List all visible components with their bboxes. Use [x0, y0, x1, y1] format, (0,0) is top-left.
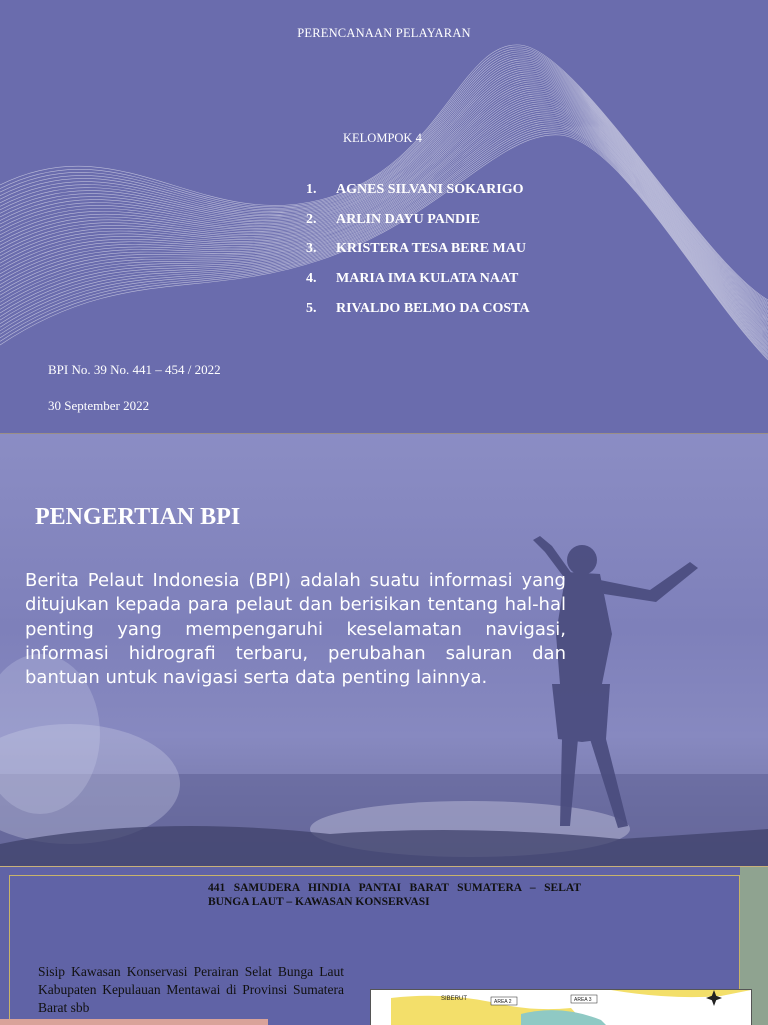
map-label: SIBERUT: [441, 996, 468, 1002]
member-item: 2. ARLIN DAYU PANDIE: [306, 211, 480, 227]
course-title: PERENCANAAN PELAYARAN: [297, 26, 471, 40]
definition-slide: [0, 433, 768, 866]
member-list: [306, 180, 530, 328]
member-item: 5. RIVALDO BELMO DA COSTA: [306, 300, 530, 316]
definition-text: Berita Pelaut Indonesia (BPI) adalah suatu informasi yang ditujukan kepada para pelaut dan berisikan tentang hal-hal penting yang mempengaruhi keselamatan navigasi, informasi hidrografi terbaru, perubahan saluran dan bantuan untuk navigasi serta data penting lainnya.: [25, 570, 566, 689]
presentation-date: 30 September 2022: [48, 398, 150, 413]
map-label: AREA 2: [494, 999, 512, 1005]
notice-slide: [0, 866, 768, 1025]
notice-description: Sisip Kawasan Konservasi Perairan Selat Bunga Laut Kabupaten Kepulauan Mentawai di Provinsi Sumatera Barat sbb: [38, 964, 344, 1015]
member-item: 4. MARIA IMA KULATA NAAT: [306, 271, 519, 287]
slide-title: PENGERTIAN BPI: [35, 504, 241, 530]
bpi-reference: BPI No. 39 No. 441 – 454 / 2022: [48, 362, 221, 377]
nautical-chart-map: [370, 989, 752, 1025]
member-item: 1. AGNES SILVANI SOKARIGO: [306, 182, 524, 197]
title-slide: [0, 0, 768, 433]
bottom-accent-bar: [0, 1019, 268, 1025]
group-label: KELOMPOK 4: [343, 131, 422, 145]
map-label: AREA 3: [574, 997, 592, 1003]
notice-heading: 441 SAMUDERA HINDIA PANTAI BARAT SUMATERA – SELAT BUNGA LAUT – KAWASAN KONSERVASI: [208, 882, 581, 908]
member-item: 3. KRISTERA TESA BERE MAU: [306, 241, 526, 257]
